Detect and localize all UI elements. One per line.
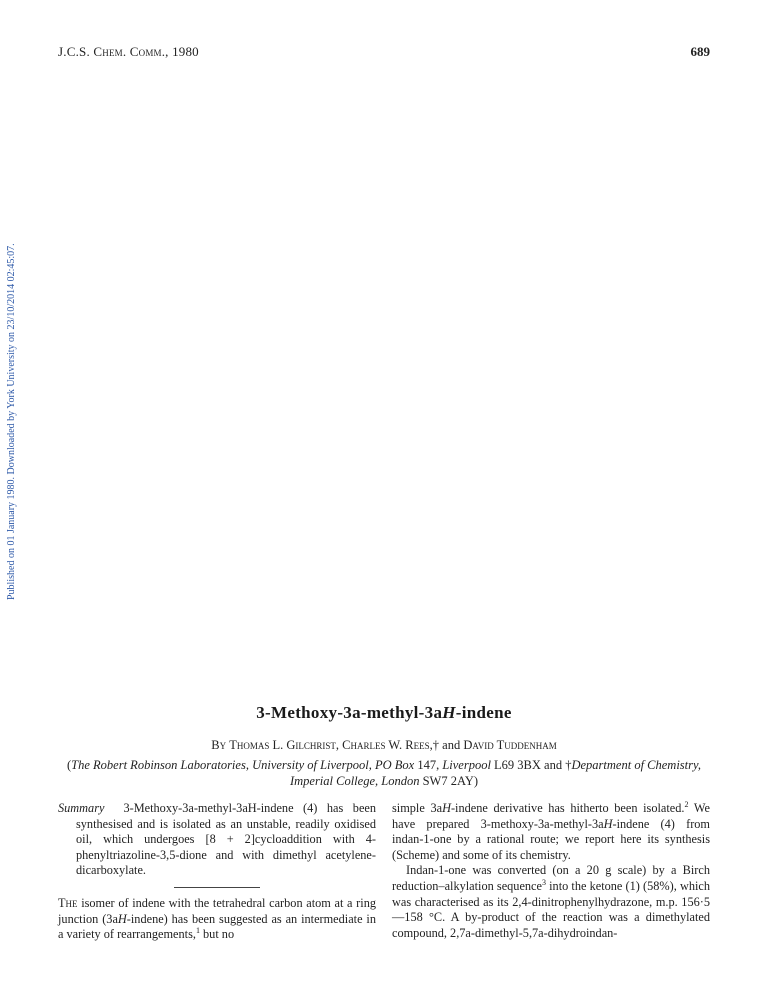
download-notice (0, 0, 28, 630)
reference-2[interactable]: 2 (684, 800, 689, 809)
summary-text: 3-Methoxy-3a-methyl-3aH-indene (4) has been synthesised and is isolated as an unstable, readily oxidised oil, which undergoes [8 + 2]cycloaddition with 4-phenyltriazoline-3,5-dione and with dimethyl acetylene-dicarboxylate. (76, 801, 377, 878)
right-column (392, 801, 710, 941)
reference-1[interactable]: 1 (195, 926, 200, 936)
journal-prefix: J.C.S. (58, 44, 90, 59)
article-title: 3-Methoxy-3a-methyl-3aH-indene (256, 703, 512, 722)
affiliation: (The Robert Robinson Laboratories, University of Liverpool, PO Box 147, Liverpool L69 3BX and †Department of Chemistry, Imperial College, London SW7 2AY) (66, 758, 701, 788)
page-number: 689 (690, 44, 710, 59)
author-tuddenham: David Tuddenham (463, 738, 557, 752)
summary-label: Summary (58, 801, 105, 815)
author-line: By Thomas L. Gilchrist, Charles W. Rees,† and David Tuddenham (211, 738, 557, 752)
journal-header (58, 44, 199, 60)
journal-year: , 1980 (165, 44, 199, 59)
body-paragraph-2: simple 3aH-indene derivative has hitherto been isolated.$^2$ We have prepared 3-methoxy-3a-methyl-3aH-indene (4) from indan-1-one by a rational route; we report here its synthesis (Scheme) and some of its chemistry. (392, 800, 710, 862)
body-paragraph-1: The isomer of indene with the tetrahedral carbon atom at a ring junction (3aH-indene) has been suggested as an intermediate in a variety of rearrangements,$^1$ but no (58, 895, 376, 942)
author-gilchrist: Thomas L. Gilchrist (229, 738, 336, 752)
author-rees: Charles W. Rees, (342, 738, 433, 752)
divider (174, 887, 260, 888)
left-column (58, 801, 376, 943)
journal-name: Chem. Comm. (93, 44, 166, 59)
summary (58, 801, 376, 879)
body-paragraph-3: Indan-1-one was converted (on a 20 g scale) by a Birch reduction–alkylation sequence$^3$ into the ketone (1) (58%), which was characterised as its 2,4-dinitrophenylhydrazone, m.p. 156·5—158 °C. A by-product of the reaction was a dimethylated compound, 2,7a-dimethyl-5,7a-dihydroindan- (392, 863, 711, 940)
download-notice-text[interactable]: Published on 01 January 1980. Downloaded by York University on 23/10/2014 02:45:07. (6, 243, 17, 600)
reference-3[interactable]: 3 (541, 877, 546, 887)
